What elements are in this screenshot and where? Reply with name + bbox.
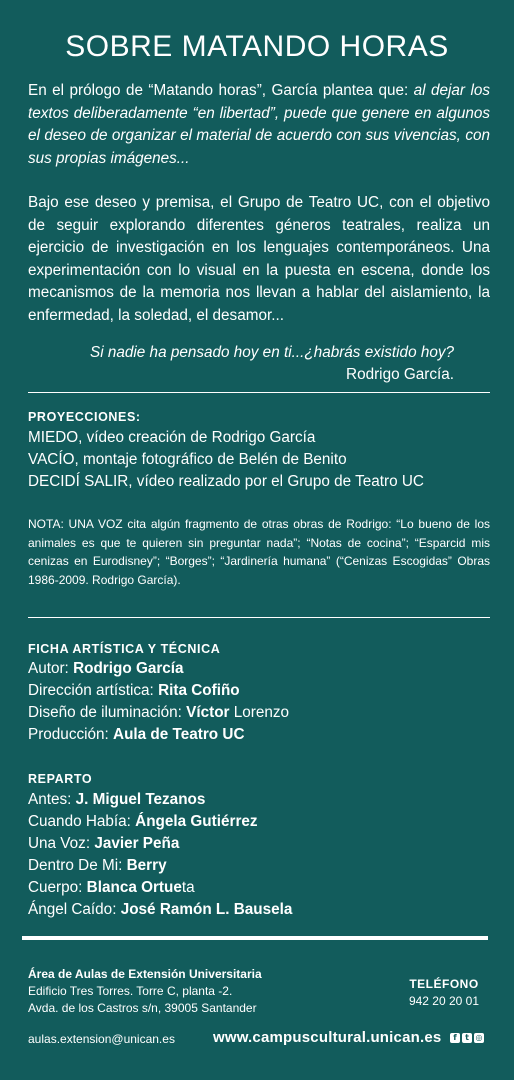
divider [28, 392, 490, 393]
reparto-role: Cuando Había: [28, 813, 136, 830]
proyecciones-list [28, 427, 498, 493]
website-link[interactable]: www.campuscultural.unican.es [213, 1029, 442, 1046]
phone-label: TELÉFONO [409, 977, 479, 991]
ficha-row [28, 702, 498, 724]
page-title: SOBRE MATANDO HORAS [65, 30, 449, 63]
reparto-row [28, 833, 498, 855]
phone-number[interactable]: 942 20 20 01 [408, 994, 480, 1008]
ficha-value: Aula de Teatro UC [113, 726, 245, 743]
email-link[interactable]: aulas.extension@unican.es [28, 1032, 175, 1046]
proyecciones-heading: PROYECCIONES: [28, 410, 141, 424]
reparto-row [28, 855, 498, 877]
proyeccion-item: MIEDO, vídeo creación de Rodrigo García [28, 429, 316, 446]
org-name: Área de Aulas de Extensión Universitaria [28, 967, 262, 981]
ficha-value: Rodrigo García [73, 660, 184, 677]
address-line-1: Edificio Tres Torres. Torre C, planta -2. [28, 984, 233, 998]
reparto-list [28, 789, 498, 921]
reparto-actor: José Ramón L. Bausela [120, 901, 293, 918]
facebook-icon[interactable]: f [450, 1033, 460, 1043]
reparto-actor: Berry [126, 857, 167, 874]
intro-p1-start: En el prólogo de “Matando horas”, García plantea que: [28, 82, 414, 99]
intro-text [28, 80, 490, 349]
reparto-row [28, 877, 498, 899]
reparto-role: Una Voz: [28, 835, 95, 852]
social-icons [450, 1033, 484, 1043]
reparto-role: Ángel Caído: [28, 901, 121, 918]
ficha-row [28, 724, 498, 746]
proyeccion-item: VACÍO, montaje fotográfico de Belén de Benito [28, 451, 347, 468]
phone-block [394, 976, 494, 1010]
reparto-row [28, 789, 498, 811]
ficha-value: Rita Cofiño [158, 682, 240, 699]
reparto-rest: ta [181, 879, 195, 896]
reparto-actor: Ángela Gutiérrez [135, 813, 258, 830]
quote-block [28, 342, 454, 386]
reparto-row [28, 811, 498, 833]
divider [28, 617, 490, 618]
reparto-actor: Javier Peña [94, 835, 180, 852]
intro-paragraph-2: Bajo ese deseo y premisa, el Grupo de Teatro UC, con el objetivo de seguir explorando diferentes géneros teatrales, realiza un ejercicio de investigación en los lenguajes contemporáneos. Una experimentación con lo visual en la puesta en escena, donde los mecanismos de la memoria nos llevan a hablar del aislamiento, la enfermedad, la soledad, el desamor... [28, 194, 490, 324]
twitter-icon[interactable]: t [462, 1033, 472, 1043]
ficha-row [28, 680, 498, 702]
instagram-icon[interactable]: ◎ [475, 1033, 483, 1042]
ficha-label: Autor: [28, 660, 74, 677]
quote-author: Rodrigo García. [346, 366, 454, 383]
nota-text: NOTA: UNA VOZ cita algún fragmento de otras obras de Rodrigo: “Lo bueno de los animales es que te quieren sin preguntar nada”; “Notas de cocina”; “Esparcid mis cenizas en Eurodisney”; “Borges”; “Jardinería humana” (“Cenizas Escogidas” Obras 1986-2009. Rodrigo García). [28, 517, 490, 587]
ficha-heading: FICHA ARTÍSTICA Y TÉCNICA [28, 642, 221, 656]
reparto-role: Antes: [28, 791, 76, 808]
address-block [28, 966, 328, 1017]
reparto-actor: J. Miguel Tezanos [75, 791, 206, 808]
ficha-list [28, 658, 498, 746]
intro-paragraph-1 [28, 80, 490, 170]
reparto-role: Cuerpo: [28, 879, 87, 896]
quote-text: Si nadie ha pensado hoy en ti...¿habrás existido hoy? [90, 344, 454, 361]
ficha-label: Diseño de iluminación: [28, 704, 187, 721]
ficha-rest: Lorenzo [229, 704, 290, 721]
address-line-2: Avda. de los Castros s/n, 39005 Santander [28, 1001, 257, 1015]
ficha-value: Víctor [186, 704, 230, 721]
reparto-row [28, 899, 498, 921]
ficha-row [28, 658, 498, 680]
footer-divider [22, 936, 488, 940]
reparto-role: Dentro De Mi: [28, 857, 127, 874]
proyeccion-item: DECIDÍ SALIR, vídeo realizado por el Grupo de Teatro UC [28, 473, 424, 490]
reparto-actor: Blanca Ortue [86, 879, 182, 896]
ficha-label: Dirección artística: [28, 682, 159, 699]
ficha-label: Producción: [28, 726, 114, 743]
reparto-heading: REPARTO [28, 772, 93, 786]
intro-p1-italic: al dejar los textos deliberadamente “en libertad”, puede que genere en algunos el deseo de organizar el material de acuerdo con sus vivencias, con sus propias imágenes... [28, 82, 490, 167]
